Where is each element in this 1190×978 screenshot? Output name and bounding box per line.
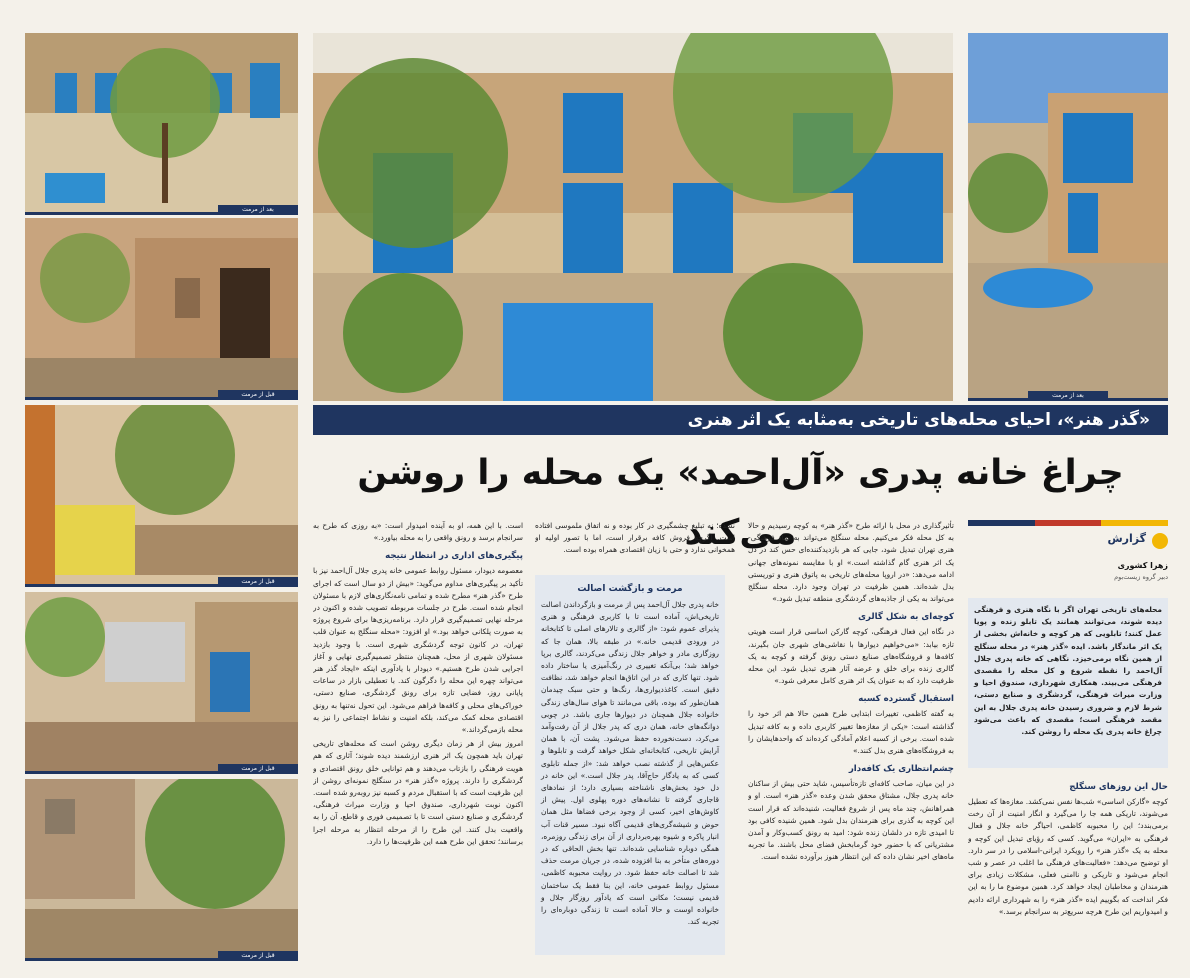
- column-2: [748, 520, 954, 970]
- kicker-bar: «گذر هنر»، احیای محله‌های تاریخی به‌مثابه یک اثر هنری: [313, 405, 1168, 435]
- column-3-top: [535, 520, 735, 570]
- c4-paragraph-2: امروز بیش از هر زمان دیگری روشن است که محله‌های تاریخی تهران باید همچون یک اثر هنری ارزشمند دیده شوند؛ آثاری که هم هویت فرهنگی را بازتاب می‌دهند و هم توانایی خلق رونق اقتصادی و گردشگری را دارند. پروژه «گذر هنر» در سنگلج نمونه‌ای روشن از این ظرفیت است که با استقبال مردم و کسبه نیز روبه‌رو شده است. اکنون نوبت شهرداری، صندوق احیا و وزارت میراث فرهنگی، گردشگری و صنایع دستی است تا با تصمیمی فوری و قاطع، آن را به واقعیت بدل کنند. این طرح را از مرحله انتظار به مرحله اجرا برسانند؛ تحقق این طرح همه این ظرفیت‌ها را دارد.: [313, 739, 523, 846]
- report-label: گزارش: [1107, 532, 1146, 545]
- report-tag: [968, 530, 1168, 552]
- c4-body-top: است. با این همه، او به آینده امیدوار است: «به روزی که طرح به سرانجام برسد و رونق واقعی را به محله بیاورد.»: [313, 521, 523, 543]
- photo-before-4: [25, 779, 298, 961]
- c3-body: نشده؛ نه تبلیغ چشمگیری در کار بوده و نه اتفاق ملموسی افتاده است. اگرچه فروش کافه برقرار است، اما با تصور اولیه او همخوانی ندارد و حتی با زیان اقتصادی همراه بوده است.: [535, 521, 735, 555]
- c4-heading-1: پیگیری‌های اداری در انتظار نتیجه: [385, 551, 523, 562]
- report-bar-blue: [968, 520, 1035, 526]
- c1-body: کوچه «گارکن اساسی» شب‌ها نفس نمی‌کشد. مغازه‌ها که تعطیل می‌شوند، تاریکی همه جا را می‌گیرد و انگار امنیت از آن رخت برمی‌بندد؛ این را محبوبه کاظمی، احیاگر خانه جلال و فعال فرهنگی به «ایران» می‌گوید. کسی که رؤیای تبدیل این کوچه و محله به یک «گذر هنر» را رویکرد ایرانی-اسلامی را در سر دارد. او توضیح می‌دهد: «فعالیت‌های فرهنگی ما اغلب در عصر و شب انجام می‌شود و تاریکی و ناامنی فعلی، مشکلات زیادی برای هنرمندان و مخاطبان ایجاد خواهد کرد. همین موضوع ما را به این فکر انداخت که بگوییم ایده «گذر هنر» را به شهرداری ارائه دادیم و امیدواریم این طرح هرچه سریع‌تر به سرانجام برسد.»: [968, 797, 1168, 916]
- column-1: [968, 775, 1168, 970]
- byline: [968, 560, 1168, 582]
- c2-paragraph-2: به گفته کاظمی، تغییرات ابتدایی طرح همین حالا هم اثر خود را گذاشته است: «یکی از مغازه‌ها تغییر کاربری داده و به کافه تبدیل شده است. برخی از کسبه اعلام آمادگی کرده‌اند که واحدهایشان را به فروشگاه‌های هنری بدل کنند.»: [748, 709, 954, 756]
- box-body: خانه پدری جلال آل‌احمد پس از مرمت و بازگرداندن اصالت تاریخی‌اش، آماده است تا با کاربری فرهنگی و هنری پذیرای عموم شود: «از گالری و تالارهای اصلی تا کتابخانه در ورودی قدیمی خانه.» در طبقه بالا، همان جا که روزگاری مادر و خواهر جلال زندگی می‌کردند، گالری برپا خواهد شد؛ بی‌آنکه تغییری در رنگ‌آمیزی یا ساختار داده شود. تنها کاری که در این اتاق‌ها انجام خواهد شد، نظافت دقیق است. کاغذدیواری‌ها، رنگ‌ها و حتی سبک چیدمان همان‌طور که بوده، باقی می‌مانند تا هوای سال‌های زندگی خانواده جلال همچنان در دیوارها جاری باشد. در چوبی دوانگه‌های خانه، همان دری که پدر جلال از آن رفت‌وآمد می‌کرد، دست‌نخورده حفظ می‌شود. پشت آن، با همان آرایش تاریخی، کتابخانه‌ای شکل خواهد گرفت و تابلوها و عکس‌هایی از گذشته نصب خواهد شد: «از جمله تابلوی کسی که به یادگار حاج‌آقا، پدر جلال است.» این خانه در دل خود بخش‌های ناشناخته بسیاری دارد؛ از نمادهای قاجاری گرفته تا نشانه‌های دوره پهلوی اول. پیش از کاوش‌های اخیر، کسی از وجود برخی فضاها مثل همان حوض و شیشه‌گری‌های قدیمی آگاه نبود. مسیر قنات آب انبار پاکره و شیوه بهره‌برداری از آن برای زندگی روزمره، همگی دوباره شناسایی شده‌اند. تنها بخش الحاقی که در دوره‌های متأخر به بنا افزوده شده، در جریان مرمت حذف شد تا اصالت خانه حفظ شود. در روایت محبوبه کاظمی، مسئول روابط عمومی خانه، این بنا فقط یک ساختمان قدیمی نیست؛ مکانی است که یادآور روزگار جلال و خانواده اوست و حالا آماده است تا زندگی دوباره‌ای را تجربه کند.: [540, 600, 719, 927]
- c2-paragraph-3: در این میان، صاحب کافه‌ای تازه‌تأسیس، شاید حتی بیش از ساکنان خانه پدری جلال، مشتاق محقق شدن وعده «گذر هنر» است. او و همراهانش، چند ماه پس از شروع فعالیت، شنیده‌اند که قرار است این کوچه به گذری برای هنرمندان بدل شود. همین شنیده کافی بود تا امیدی تازه در دلشان زنده شود: امید به رونق کسب‌وکار و آمدن مشتریانی که با حضور خود گرمابخش فضای محل باشند. ما تجربه ماه‌های اخیر نشان داده که این انتظار هنوز برآورده نشده است.: [748, 779, 954, 862]
- c1-heading: حال این روزهای سنگلج: [1069, 782, 1168, 792]
- restoration-box: [535, 575, 725, 955]
- photo-caption: قبل از مرمت: [218, 577, 298, 587]
- report-bar-yellow: [1101, 520, 1168, 526]
- author-name: زهرا کشوری: [1117, 561, 1168, 570]
- photo-courtyard-after-left: [25, 33, 298, 215]
- lead-text: محله‌های تاریخی تهران اگر با نگاه هنری و فرهنگی دیده شوند، می‌توانند همانند یک تابلو زنده و پویا عمل کنند؛ تابلویی که هر کوچه و خانه‌اش بخشی از یک اثر ماندگار باشد. ایده «گذر هنر» در محله سنگلج از همین نگاه برمی‌خیزد. نگاهی که خانه پدری جلال آل‌احمد را نقطه شروع و کل محله را مقصدی فرهنگی می‌بیند. همکاری شهرداری، صندوق احیا و وزارت میراث فرهنگی، گردشگری و صنایع دستی، شرط لازم و ضروری رسیدن خانه پدری جلال به این مقصد فرهنگی است؛ مقصدی که باعث می‌شود چراغ خانه پدری یک محله را روشن کند.: [974, 605, 1162, 737]
- column-4: [313, 520, 523, 970]
- photo-courtyard-after-right: [968, 33, 1168, 401]
- c2-paragraph-1: در نگاه این فعال فرهنگی، کوچه گارکن اساسی قرار است هویتی تازه بیابد: «می‌خواهیم دیوارها با نقاشی‌های شهری جان بگیرند، کافه‌ها و فروشگاه‌های صنایع دستی رونق گرفته و کوچه به یک گالری زنده برای خلق و عرضه آثار هنری تبدیل شود. این محله ظرفیت دارد که به عنوان یک اثر هنری کامل معرفی شود.»: [748, 627, 954, 686]
- c4-paragraph-1: معصومه دیودار، مسئول روابط عمومی خانه پدری جلال آل‌احمد نیز با تأکید بر پیگیری‌های مداوم می‌گوید: «بیش از دو سال است که اجرای طرح «گذر هنر» مطرح شده و تمامی نامه‌نگاری‌های لازم با مسئولان انجام شده است. طرح در جلسات مربوطه تصویب شده و اکنون در مرحله نهایی تصمیم‌گیری قرار دارد. برنامه‌ریزی‌ها برای شروع پروژه به صورت پلکانی خواهد بود.» او افزود: «محله سنگلج به عنوان قلب تهران، در کانون توجه گردشگری شهری است. با وجود بازدید مسئولان شهری از محل، همچنان منتظر تصمیم‌گیری نهایی و آغاز اجرایی شدن طرح هستیم.» دیودار با یادآوری اینکه «ایجاد گذر هنر می‌تواند چهره این محله را دگرگون کند. با تعطیلی بازار در ساعات پایانی روز، فضایی تازه برای رونق گردشگری، صنایع دستی، خوراکی‌های محلی و کافه‌ها فراهم می‌شود. این تحول نه‌تنها به رونق اقتصادی محله کمک می‌کند، بلکه امنیت و نشاط اجتماعی را نیز به محله بازمی‌گرداند.»: [313, 566, 523, 735]
- c2-heading-2: استقبال گسترده کسبه: [858, 694, 954, 705]
- c2-heading-3: چشم‌انتظاری یک کافه‌دار: [848, 764, 954, 775]
- photo-caption: قبل از مرمت: [218, 764, 298, 774]
- photo-before-2: [25, 405, 298, 587]
- box-title: مرمت و بازگشت اصالت: [577, 584, 683, 594]
- photo-caption: بعد از مرمت: [218, 205, 298, 215]
- c2-body-top: تأثیرگذاری در محل با ارائه طرح «گذر هنر» به کوچه رسیدیم و حالا به کل محله فکر می‌کنیم. محله سنگلج می‌تواند به نماد فرهنگی-هنری تهران تبدیل شود، جایی که هر بازدیدکننده‌ای حس کند در دل یک اثر هنری گام گذاشته است.» او با مقایسه نمونه‌های جهانی ادامه می‌دهد: «در اروپا محله‌های تاریخی به پاتوق هنری و توریستی بدل شده‌اند. همین ظرفیت در تهران وجود دارد. محله سنگلج می‌تواند به یکی از جاذبه‌های گردشگری منطقه تبدیل شود.»: [748, 521, 954, 604]
- photo-caption: قبل از مرمت: [218, 390, 298, 400]
- c2-heading-1: کوچه‌ای به شکل گالری: [858, 612, 954, 623]
- headline: چراغ خانه پدری «آل‌احمد» یک محله را روشن می‌کند: [357, 453, 1124, 553]
- lead-paragraph: [968, 598, 1168, 768]
- photo-caption: قبل از مرمت: [218, 951, 298, 961]
- report-bar-red: [1035, 520, 1102, 526]
- photo-courtyard-main: [313, 33, 953, 401]
- author-role: دبیر گروه زیست‌بوم: [1114, 573, 1168, 581]
- photo-before-3: [25, 592, 298, 774]
- photo-before-1: [25, 218, 298, 400]
- photo-caption: بعد از مرمت: [1028, 391, 1108, 401]
- report-color-bar: [968, 520, 1168, 526]
- report-dot-icon: [1152, 533, 1168, 549]
